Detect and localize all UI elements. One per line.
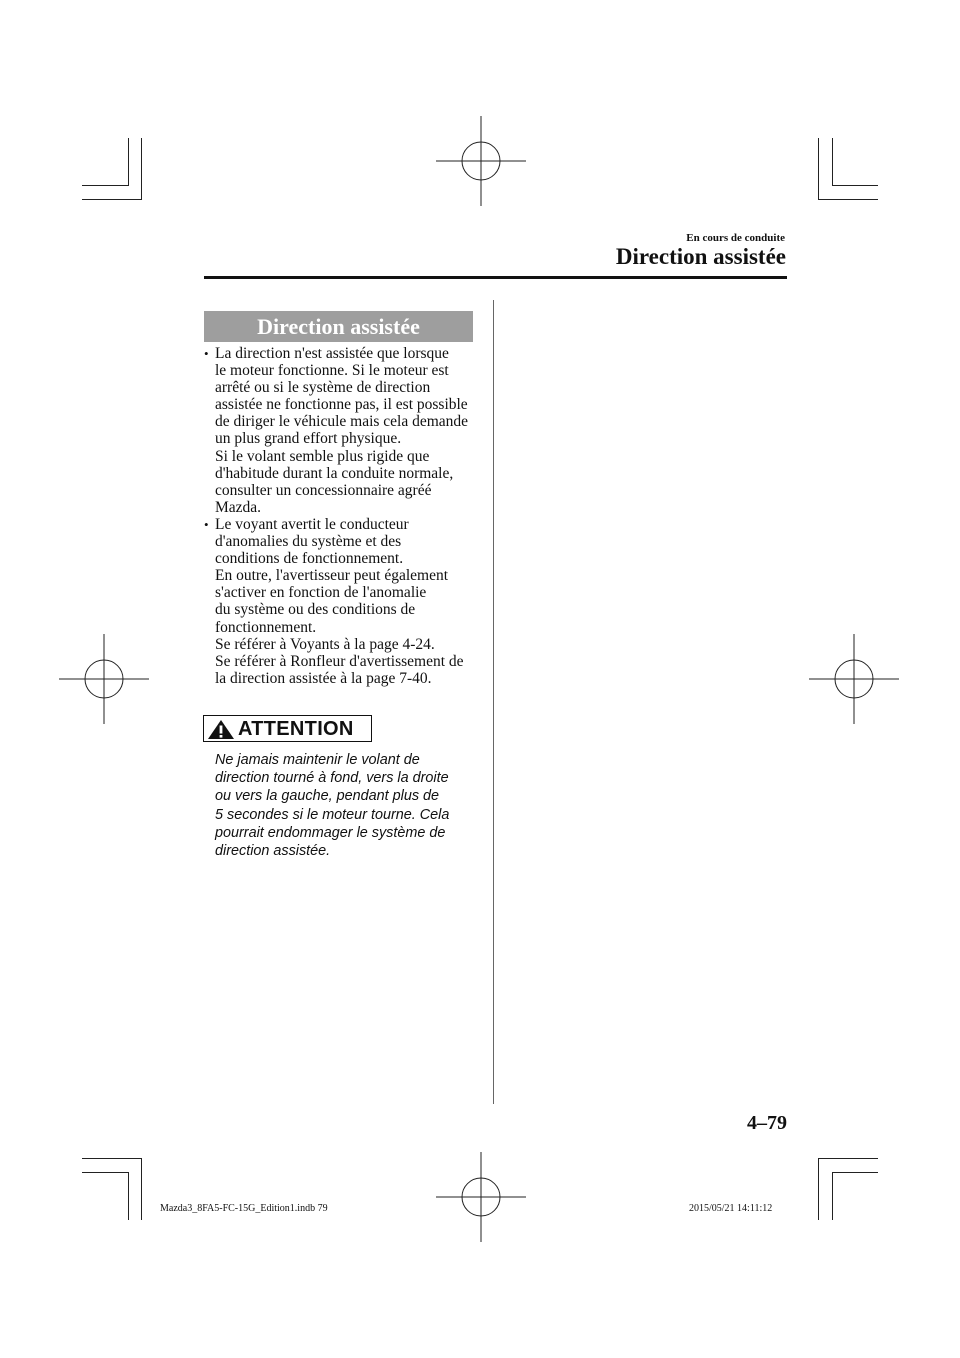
registration-mark-icon xyxy=(436,1152,526,1242)
text-line: s'activer en fonction de l'anomalie xyxy=(215,584,427,602)
attention-label: ATTENTION xyxy=(238,718,354,740)
text-line: consulter un concessionnaire agréé xyxy=(215,481,432,499)
footer-timestamp: 2015/05/21 14:11:12 xyxy=(689,1203,773,1214)
text-line: Mazda. xyxy=(215,498,262,516)
crop-mark xyxy=(832,1172,833,1220)
crop-mark xyxy=(832,138,833,186)
crop-mark xyxy=(832,185,878,186)
text-line: Le voyant avertit le conducteur xyxy=(215,515,409,533)
text-line: 5 secondes si le moteur tourne. Cela xyxy=(215,806,450,823)
crop-mark xyxy=(82,185,129,186)
text-line: le moteur fonctionne. Si le moteur est xyxy=(215,362,449,380)
header-rule xyxy=(204,276,787,279)
text-line: un plus grand effort physique. xyxy=(215,430,402,448)
list-item xyxy=(204,345,484,516)
text-line: assistée ne fonctionne pas, il est possible xyxy=(215,396,468,414)
crop-mark xyxy=(141,138,142,200)
crop-mark xyxy=(818,1158,819,1220)
text-line: arrêté ou si le système de direction xyxy=(215,379,431,397)
registration-mark-icon xyxy=(59,634,149,724)
text-line: direction assistée. xyxy=(215,843,331,860)
text-line: La direction n'est assistée que lorsque xyxy=(215,345,449,362)
text-line: Se référer à Ronfleur d'avertissement de xyxy=(215,652,464,670)
crop-mark xyxy=(128,1172,129,1220)
crop-mark xyxy=(832,1172,878,1173)
text-line: conditions de fonctionnement. xyxy=(215,550,404,568)
crop-mark xyxy=(128,138,129,186)
attention-box xyxy=(203,715,372,742)
footer-filename: Mazda3_8FA5-FC-15G_Edition1.indb 79 xyxy=(160,1203,328,1214)
list-item xyxy=(204,516,484,687)
bullet-list xyxy=(204,345,484,687)
text-line: du système ou des conditions de xyxy=(215,601,416,619)
crop-mark xyxy=(818,138,819,200)
text-line: Se référer à Voyants à la page 4-24. xyxy=(215,635,435,653)
text-line: direction tourné à fond, vers la droite xyxy=(215,770,449,787)
attention-text xyxy=(215,751,485,860)
crop-mark xyxy=(82,1158,142,1159)
text-line: fonctionnement. xyxy=(215,618,317,636)
text-line: d'anomalies du système et des xyxy=(215,533,402,551)
text-line: Si le volant semble plus rigide que xyxy=(215,447,430,465)
bullet-icon: • xyxy=(204,516,209,532)
registration-mark-icon xyxy=(809,634,899,724)
text-line: pourrait endommager le système de xyxy=(215,824,446,841)
column-divider xyxy=(493,300,494,1104)
text-line: En outre, l'avertisseur peut également xyxy=(215,567,449,585)
registration-mark-icon xyxy=(436,116,526,206)
page-number: 4–79 xyxy=(747,1112,787,1134)
text-line: Ne jamais maintenir le volant de xyxy=(215,752,420,768)
bullet-icon: • xyxy=(204,346,209,361)
crop-mark xyxy=(82,1172,129,1173)
section-heading: Direction assistée xyxy=(204,311,473,342)
header-section-label: En cours de conduite xyxy=(686,232,785,244)
crop-mark xyxy=(141,1158,142,1220)
text-line: ou vers la gauche, pendant plus de xyxy=(215,788,440,805)
crop-mark xyxy=(818,1158,878,1159)
text-line: d'habitude durant la conduite normale, xyxy=(215,464,454,482)
header-title: Direction assistée xyxy=(615,244,786,269)
crop-mark xyxy=(818,199,878,200)
crop-mark xyxy=(82,199,142,200)
text-line: de diriger le véhicule mais cela demande xyxy=(215,413,469,431)
text-line: la direction assistée à la page 7-40. xyxy=(215,669,432,687)
warning-triangle-icon xyxy=(207,719,235,740)
